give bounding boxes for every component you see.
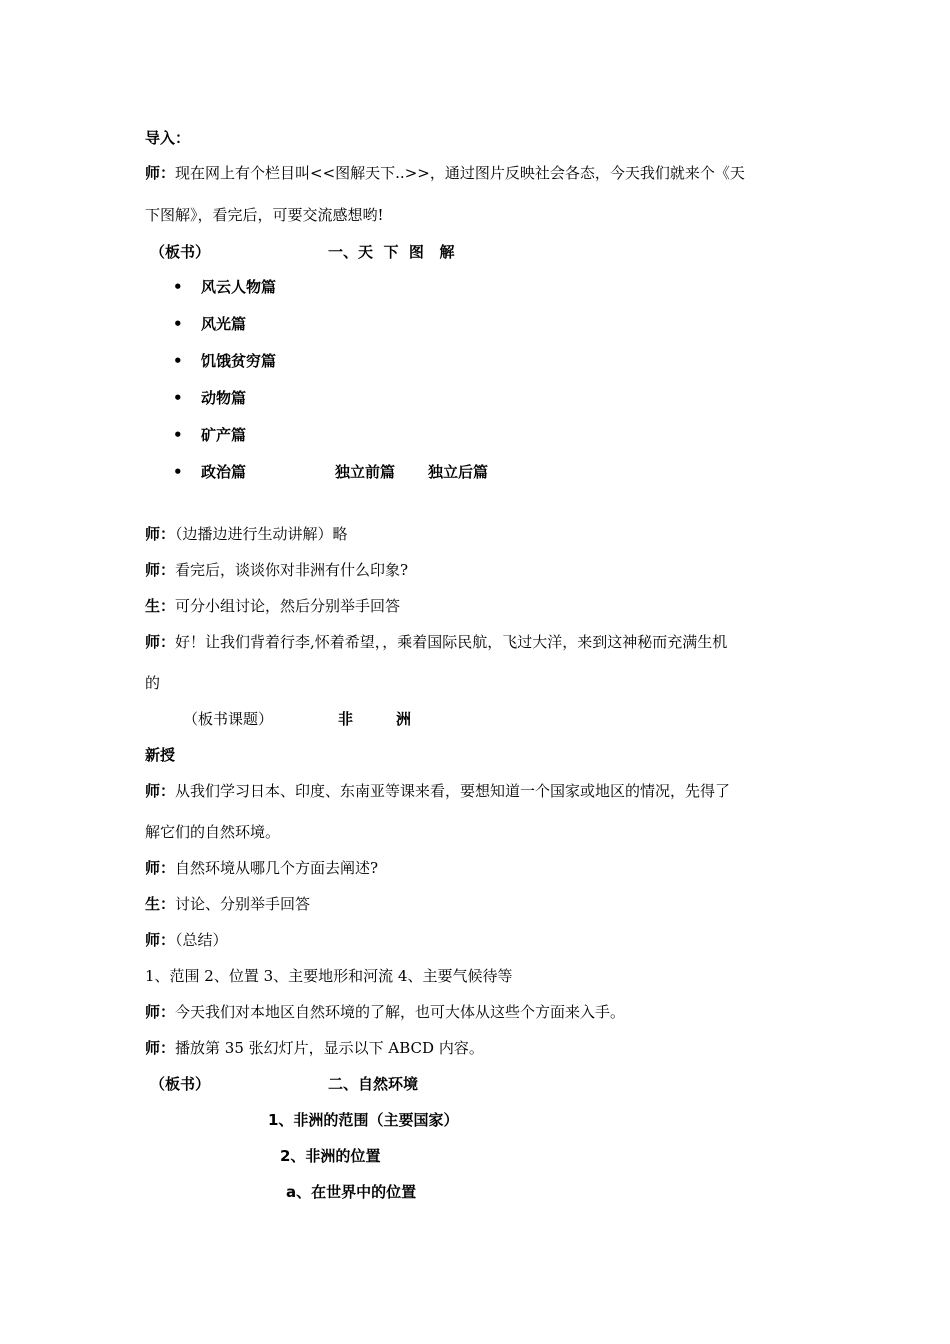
speaker-label: 师： [145,859,176,877]
politics-sub-1: 独立前篇 [335,463,396,481]
bullet-item [173,425,246,445]
board-item: 1、非洲的范围（主要国家） [268,1111,459,1129]
line-continuation: 下图解》，看完后，可要交流感想哟! [145,206,384,224]
speaker-label: 师： [145,782,176,800]
speaker-label: 生： [145,597,176,615]
bullet-item [173,388,246,408]
line-text: 可分小组讨论，然后分别举手回答 [175,597,401,615]
line-text: 讨论、分别举手回答 [175,895,311,913]
bullet-text: 政治篇 [201,463,247,481]
line-text: 看完后，谈谈你对非洲有什么印象? [175,561,409,579]
line-text: 播放第 35 张幻灯片，显示以下 ABCD 内容。 [175,1039,484,1057]
speaker-label: 生： [145,895,176,913]
bullet-text: 矿产篇 [201,426,247,444]
bullet-text: 动物篇 [201,389,247,407]
board-item: 2、非洲的位置 [280,1147,381,1165]
bullet-icon: • [173,315,183,333]
newlesson-heading: 新授 [145,746,176,764]
line-text: （边播边进行生动讲解）略 [175,525,348,543]
teacher-line [145,632,727,652]
teacher-line [145,1038,484,1058]
line-continuation: 解它们的自然环境。 [145,823,281,841]
board-title: 二、自然环境 [328,1075,419,1093]
intro-heading: 导入： [145,129,191,147]
bullet-icon: • [173,463,183,481]
bullet-text: 风光篇 [201,315,247,333]
line-continuation: 的 [145,674,161,692]
line-text: 好！让我们背着行李,怀着希望，，乘着国际民航，飞过大洋，来到这神秘而充满生机 [175,633,728,651]
bullet-icon: • [173,426,183,444]
teacher-line [145,930,228,950]
topic-label: （板书课题） [183,710,274,728]
summary-line: 1、范围 2、位置 3、主要地形和河流 4、主要气候待等 [145,967,513,985]
teacher-line [145,781,730,801]
speaker-label: 师： [145,931,176,949]
speaker-label: 师： [145,561,176,579]
teacher-line [145,163,745,183]
board-label: （板书） [150,1075,211,1093]
board-item: a、在世界中的位置 [286,1183,417,1201]
speaker-label: 师： [145,1039,176,1057]
bullet-item [173,277,276,297]
board-title: 一、天 下 图 解 [328,243,455,261]
bullet-icon: • [173,352,183,370]
bullet-text: 风云人物篇 [201,278,277,296]
bullet-text: 饥饿贫穷篇 [201,352,277,370]
student-line [145,894,310,914]
bullet-item [173,351,276,371]
line-text: 从我们学习日本、印度、东南亚等课来看，要想知道一个国家或地区的情况，先得了 [175,782,731,800]
politics-sub-2: 独立后篇 [428,463,489,481]
teacher-line [145,524,348,544]
speaker-label: 师： [145,633,176,651]
teacher-line [145,1002,625,1022]
teacher-line [145,858,378,878]
speaker-label: 师： [145,164,176,182]
topic-title-1: 非 [338,710,354,728]
topic-title-2: 洲 [396,710,412,728]
bullet-item [173,314,246,334]
board-label: （板书） [150,243,211,261]
line-text: 自然环境从哪几个方面去阐述? [175,859,379,877]
bullet-icon: • [173,278,183,296]
teacher-line [145,560,408,580]
student-line [145,596,400,616]
bullet-item [173,462,246,482]
line-text: 今天我们对本地区自然环境的了解，也可大体从这些个方面来入手。 [175,1003,626,1021]
bullet-icon: • [173,389,183,407]
line-text: 现在网上有个栏目叫<<图解天下..>>，通过图片反映社会各态，今天我们就来个《天 [175,164,745,182]
line-text: （总结） [175,931,228,949]
speaker-label: 师： [145,1003,176,1021]
speaker-label: 师： [145,525,176,543]
